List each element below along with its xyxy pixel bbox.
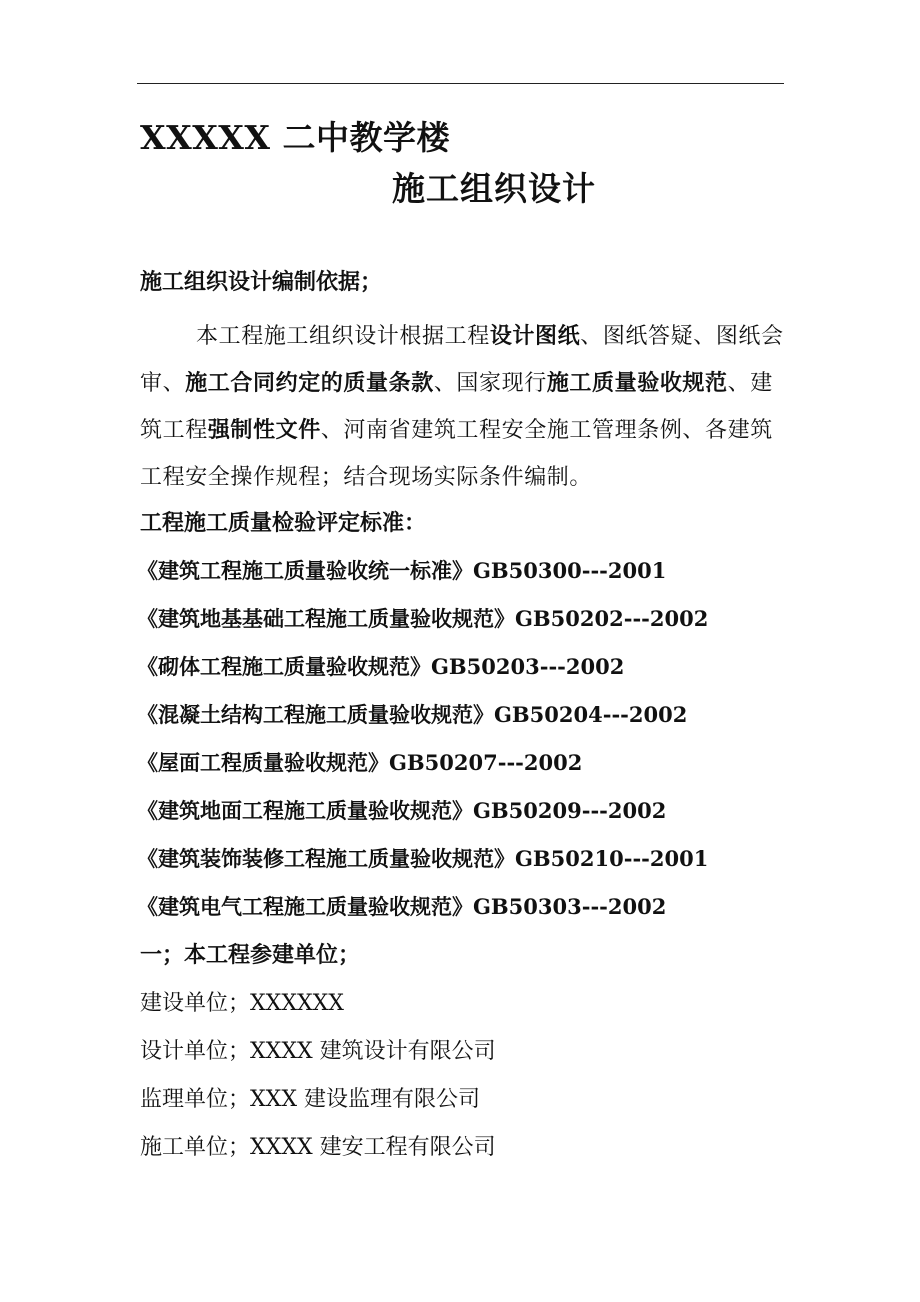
para-segment-bold: 设计图纸 bbox=[489, 323, 581, 349]
standard-item: 《建筑电气工程施工质量验收规范》GB50303---2002 bbox=[137, 894, 667, 919]
standard-item: 《砌体工程施工质量验收规范》GB50203---2002 bbox=[137, 654, 625, 679]
para-segment: 、建筑工程 bbox=[140, 371, 773, 443]
basis-heading: 施工组织设计编制依据； bbox=[140, 269, 383, 295]
document-subtitle: 施工组织设计 bbox=[392, 169, 596, 208]
standard-item: 《混凝土结构工程施工质量验收规范》GB50204---2002 bbox=[137, 702, 688, 727]
standard-item: 《屋面工程质量验收规范》GB50207---2002 bbox=[137, 750, 583, 775]
para-segment-bold: 施工合同约定的质量条款 bbox=[185, 370, 434, 396]
document-title: XXXXX 二中教学楼 bbox=[140, 118, 451, 157]
standard-item: 《建筑地面工程施工质量验收规范》GB50209---2002 bbox=[137, 798, 667, 823]
participant-item: 建设单位；XXXXXX bbox=[140, 991, 344, 1016]
participant-item: 施工单位；XXXX 建安工程有限公司 bbox=[140, 1135, 496, 1160]
basis-paragraph bbox=[140, 313, 785, 501]
standard-item: 《建筑装饰装修工程施工质量验收规范》GB50210---2001 bbox=[137, 846, 709, 871]
standard-item: 《建筑工程施工质量验收统一标准》GB50300---2001 bbox=[137, 558, 667, 583]
participant-item: 设计单位；XXXX 建筑设计有限公司 bbox=[140, 1039, 496, 1064]
para-segment: 、国家现行 bbox=[433, 371, 547, 396]
standards-heading: 工程施工质量检验评定标准： bbox=[140, 510, 427, 536]
participants-heading: 一；本工程参建单位； bbox=[140, 942, 361, 968]
para-segment-bold: 强制性文件 bbox=[207, 417, 321, 443]
para-segment: 本工程施工组织设计根据工程 bbox=[196, 324, 490, 349]
participant-item: 监理单位；XXX 建设监理有限公司 bbox=[140, 1087, 480, 1112]
para-segment-bold: 施工质量验收规范 bbox=[546, 370, 728, 396]
header-rule bbox=[137, 83, 784, 84]
para-segment: 、图纸答疑、图纸会审、 bbox=[140, 324, 784, 396]
para-segment: 、河南省建筑工程安全施工管理条例、各建筑工程安全操作规程；结合现场实际条件编制。 bbox=[140, 418, 773, 490]
standard-item: 《建筑地基基础工程施工质量验收规范》GB50202---2002 bbox=[137, 606, 709, 631]
